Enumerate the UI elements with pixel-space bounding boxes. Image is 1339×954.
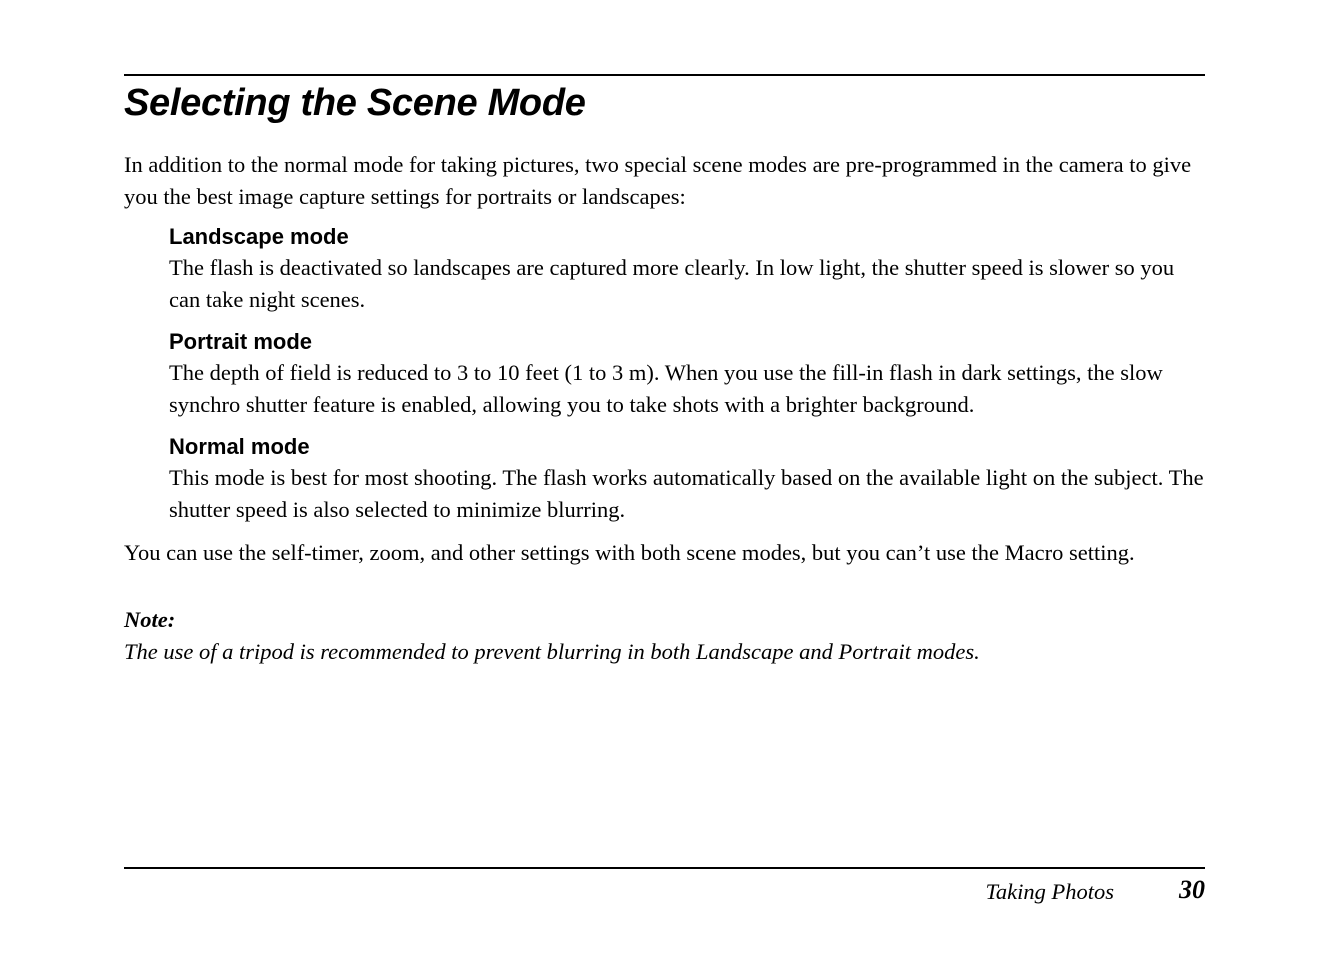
page-title: Selecting the Scene Mode — [124, 82, 586, 124]
portrait-mode-section — [169, 327, 1205, 421]
bottom-rule — [124, 867, 1205, 869]
landscape-mode-section — [169, 222, 1205, 316]
normal-mode-section — [169, 432, 1205, 526]
portrait-mode-description: The depth of field is reduced to 3 to 10 feet (1 to 3 m). When you use the fill-in flash in dark settings, the slow synchro shutter feature is enabled, allowing you to take shots with a brighter background. — [169, 360, 1163, 417]
page-number: 30 — [1179, 875, 1205, 904]
landscape-mode-heading: Landscape mode — [169, 224, 349, 249]
note-text: The use of a tripod is recommended to prevent blurring in both Landscape and Portrait modes. — [124, 639, 980, 664]
document-page — [124, 0, 1205, 954]
normal-mode-heading: Normal mode — [169, 434, 310, 459]
note-label: Note: — [124, 607, 176, 632]
normal-mode-description: This mode is best for most shooting. The flash works automatically based on the available light on the subject. The shutter speed is also selected to minimize blurring. — [169, 465, 1204, 522]
footer-section-title: Taking Photos — [985, 879, 1114, 904]
landscape-mode-description: The flash is deactivated so landscapes are captured more clearly. In low light, the shutter speed is slower so you can take night scenes. — [169, 255, 1175, 312]
intro-paragraph: In addition to the normal mode for taking pictures, two special scene modes are pre-programmed in the camera to give you the best image capture settings for portraits or landscapes: — [124, 152, 1192, 209]
outro-paragraph: You can use the self-timer, zoom, and other settings with both scene modes, but you can’t use the Macro setting. — [124, 540, 1135, 565]
portrait-mode-heading: Portrait mode — [169, 329, 313, 354]
top-rule — [124, 74, 1205, 76]
